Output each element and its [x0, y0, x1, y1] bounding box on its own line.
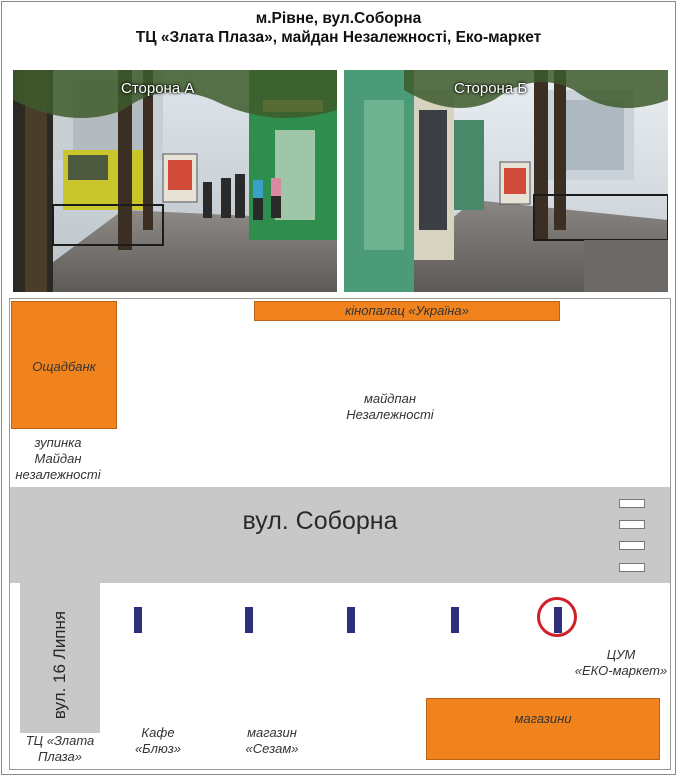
- shops-label: магазини: [514, 711, 572, 726]
- mall-label-line-2: Плаза»: [37, 749, 83, 764]
- cafe-label: [118, 725, 198, 757]
- photo-side-b-label: Сторона Б: [454, 80, 528, 97]
- billboard-marker: [451, 607, 459, 633]
- cinema-label: кінопалац «Україна»: [345, 303, 469, 318]
- cafe-label-line-1: Кафе: [141, 725, 175, 740]
- billboard-marker: [134, 607, 142, 633]
- title-line-1: м.Рівне, вул.Соборна: [255, 10, 422, 27]
- sezam-label: [232, 725, 312, 757]
- bus-stop-label-line-1: зупинка: [34, 435, 82, 450]
- photo-side-a-image: [13, 70, 337, 292]
- square-label-line-2: Незалежності: [346, 407, 434, 422]
- photo-side-b-image: [344, 70, 668, 292]
- photo-side-a: [13, 70, 337, 292]
- side-street-label: вул. 16 Липня: [50, 610, 69, 720]
- square-label: [310, 391, 470, 423]
- tsum-label: [566, 647, 671, 679]
- billboard-marker: [245, 607, 253, 633]
- crosswalk-stripe: [619, 541, 645, 550]
- photo-side-a-label: Сторона А: [121, 80, 195, 97]
- mall-label-line-1: ТЦ «Злата: [25, 733, 95, 748]
- main-street-label: вул. Соборна: [242, 507, 398, 535]
- bus-stop-label: [9, 435, 108, 483]
- bank-label: Ощадбанк: [32, 359, 96, 374]
- cafe-label-line-2: «Блюз»: [134, 741, 182, 756]
- location-map: [9, 298, 671, 770]
- billboard-marker: [347, 607, 355, 633]
- page-title: [0, 9, 677, 47]
- square-label-line-1: майдпан: [363, 391, 417, 406]
- title-line-2: ТЦ «Злата Плаза», майдан Незалежності, Еко-маркет: [135, 29, 542, 46]
- tsum-label-line-1: ЦУМ: [606, 647, 636, 662]
- sezam-label-line-1: магазин: [247, 725, 297, 740]
- crosswalk-stripe: [619, 563, 645, 572]
- selected-location-circle: [537, 597, 577, 637]
- tsum-label-line-2: «ЕКО-маркет»: [574, 663, 668, 678]
- crosswalk-stripe: [619, 499, 645, 508]
- bus-stop-label-line-3: незалежності: [15, 467, 101, 482]
- sezam-label-line-2: «Сезам»: [245, 741, 299, 756]
- shops-building: [426, 698, 660, 760]
- bus-stop-label-line-2: Майдан: [34, 451, 82, 466]
- mall-label: [10, 733, 110, 765]
- crosswalk-stripe: [619, 520, 645, 529]
- photo-side-b: [344, 70, 668, 292]
